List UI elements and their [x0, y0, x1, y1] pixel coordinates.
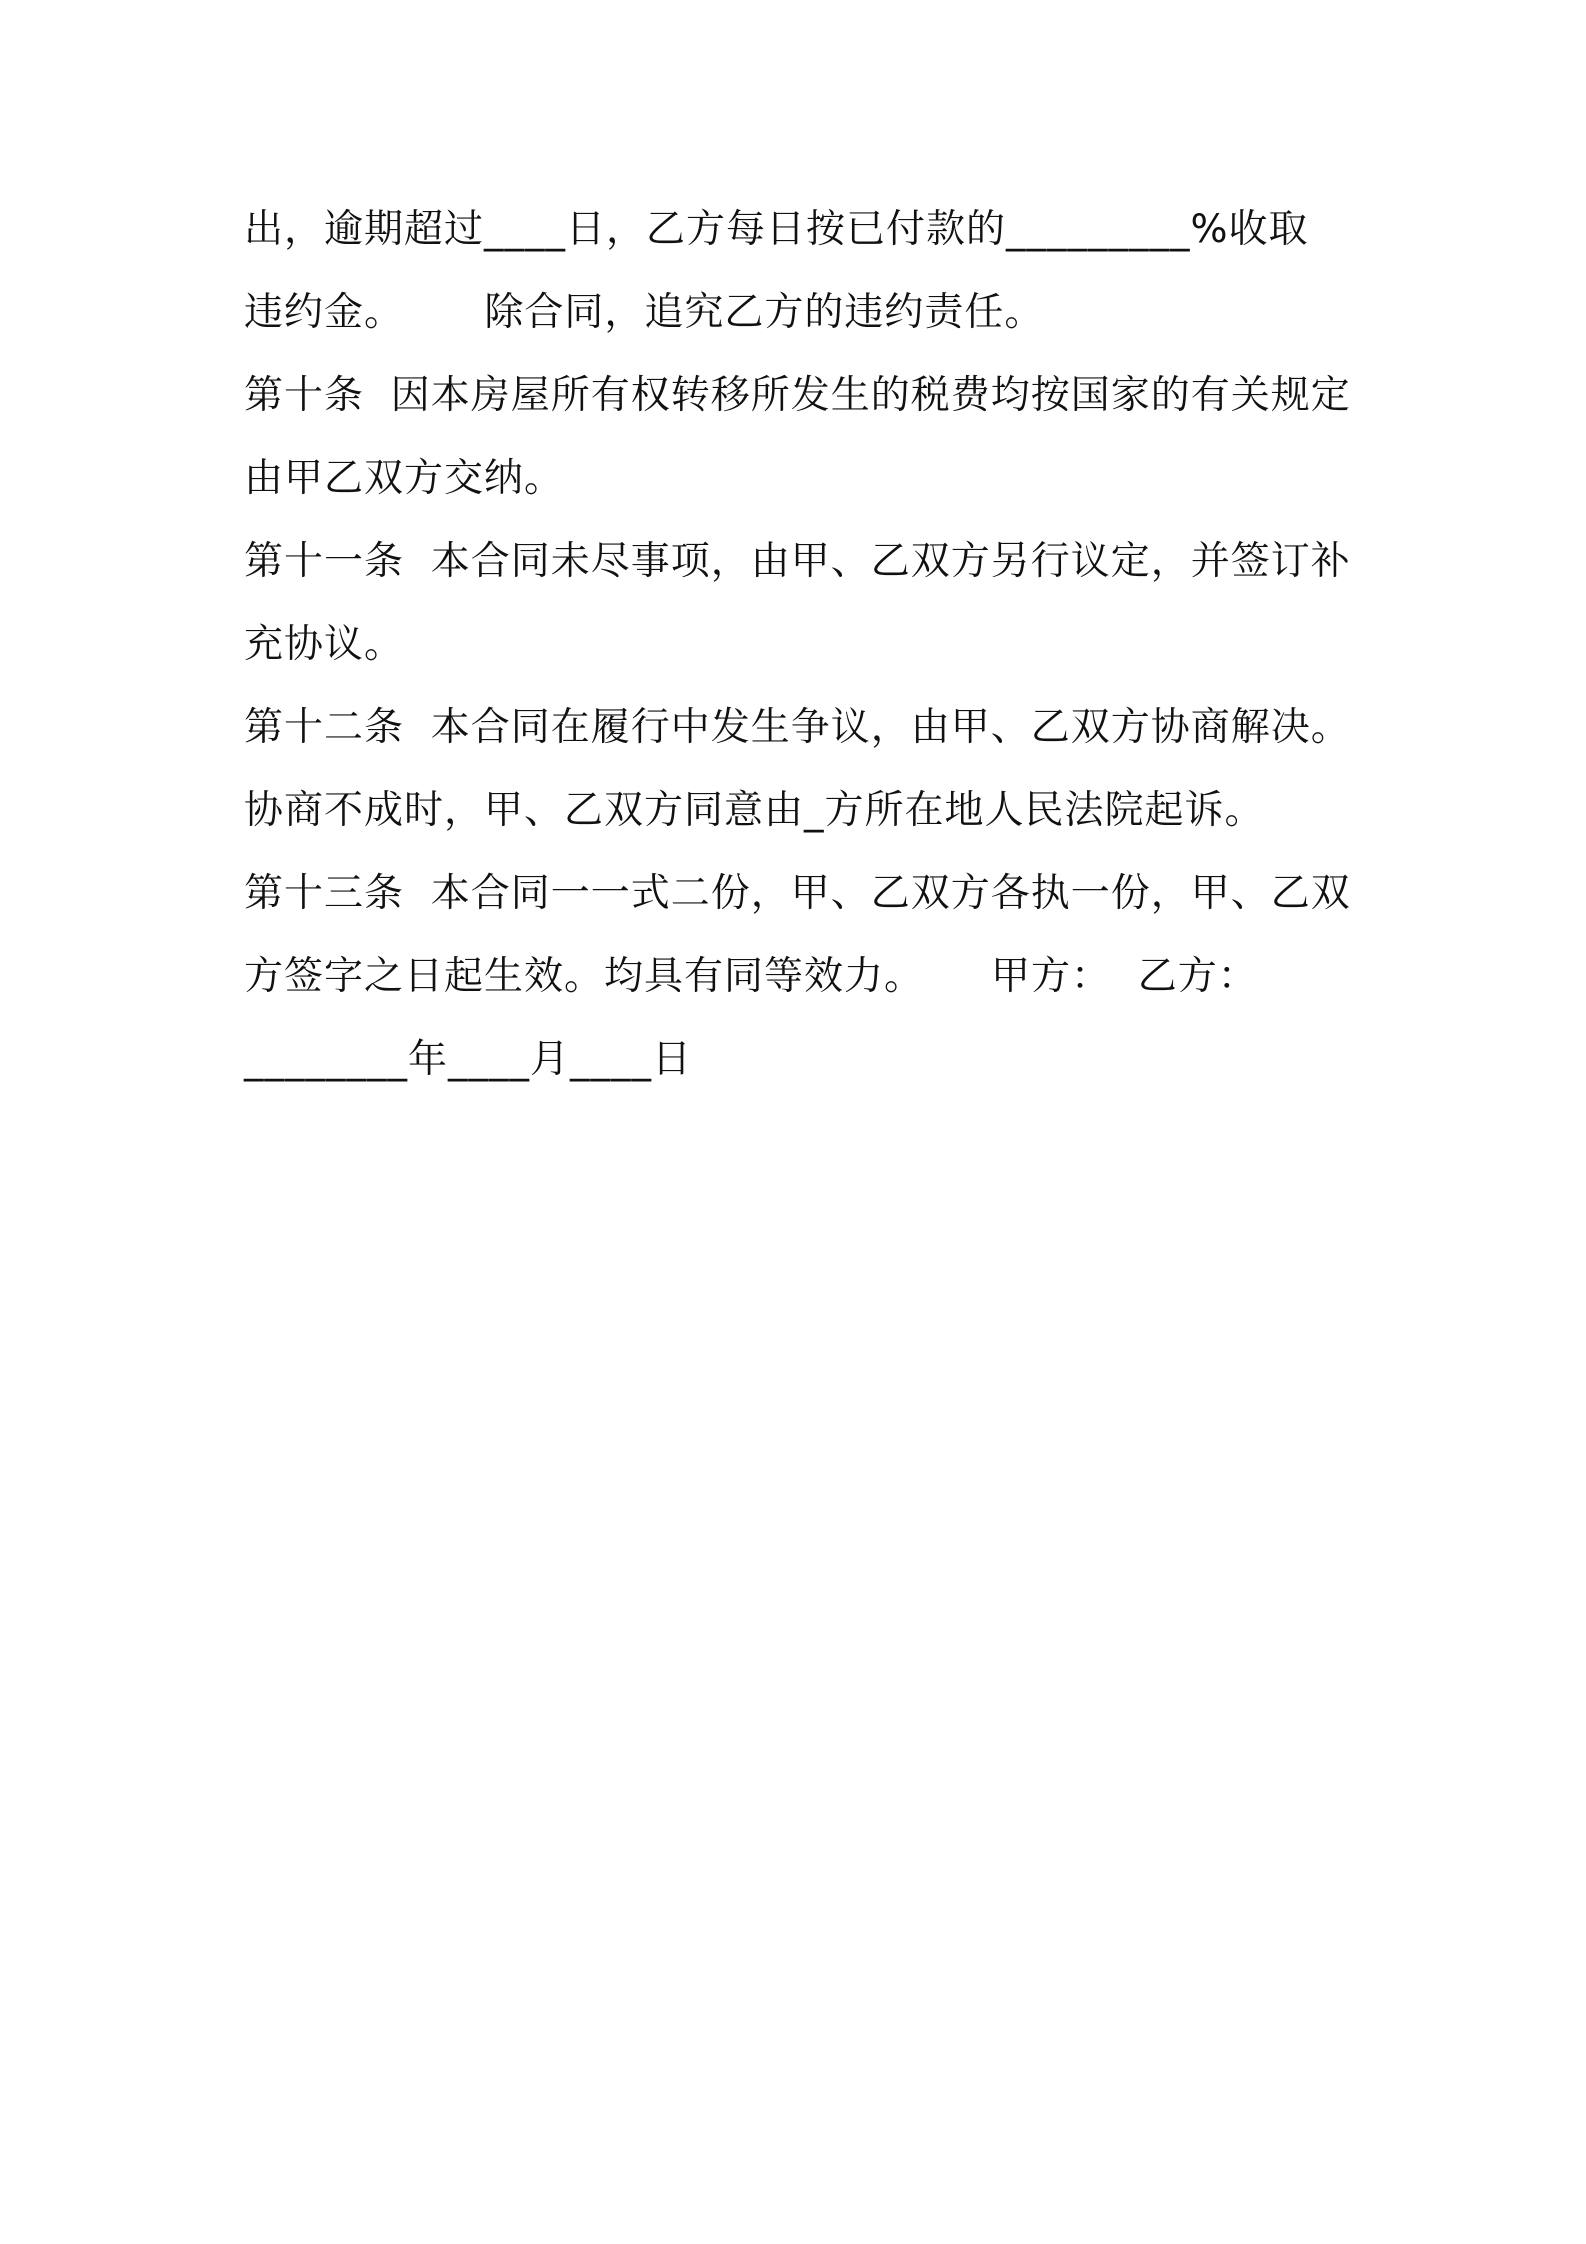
clause-11-line-1: 第十一条 本合同未尽事项，由甲、乙双方另行议定，并签订补: [244, 539, 1351, 584]
clause-11-line-2: 充协议。: [244, 622, 405, 667]
clause-10-line-1: 第十条 因本房屋所有权转移所发生的税费均按国家的有关规定: [244, 373, 1351, 418]
clause-12-line-2: 协商不成时，甲、乙双方同意由_方所在地人民法院起诉。: [244, 788, 1265, 833]
clause-9-penalty-line: 违约金。 除合同，追究乙方的违约责任。: [244, 290, 1045, 335]
clause-9-continued-line: 出，逾期超过____日，乙方每日按已付款的_________%收取: [244, 207, 1309, 252]
date-line: ________年____月____日: [244, 1037, 693, 1082]
contract-body: [244, 200, 1364, 1113]
clause-13-signature-line: 方签字之日起生效。均具有同等效力。 甲方： 乙方：: [244, 954, 1258, 999]
clause-13-line-1: 第十三条 本合同一一式二份，甲、乙双方各执一份，甲、乙双: [244, 871, 1351, 916]
clause-12-line-1: 第十二条 本合同在履行中发生争议，由甲、乙双方协商解决。: [244, 705, 1351, 750]
clause-10-line-2: 由甲乙双方交纳。: [244, 456, 565, 501]
